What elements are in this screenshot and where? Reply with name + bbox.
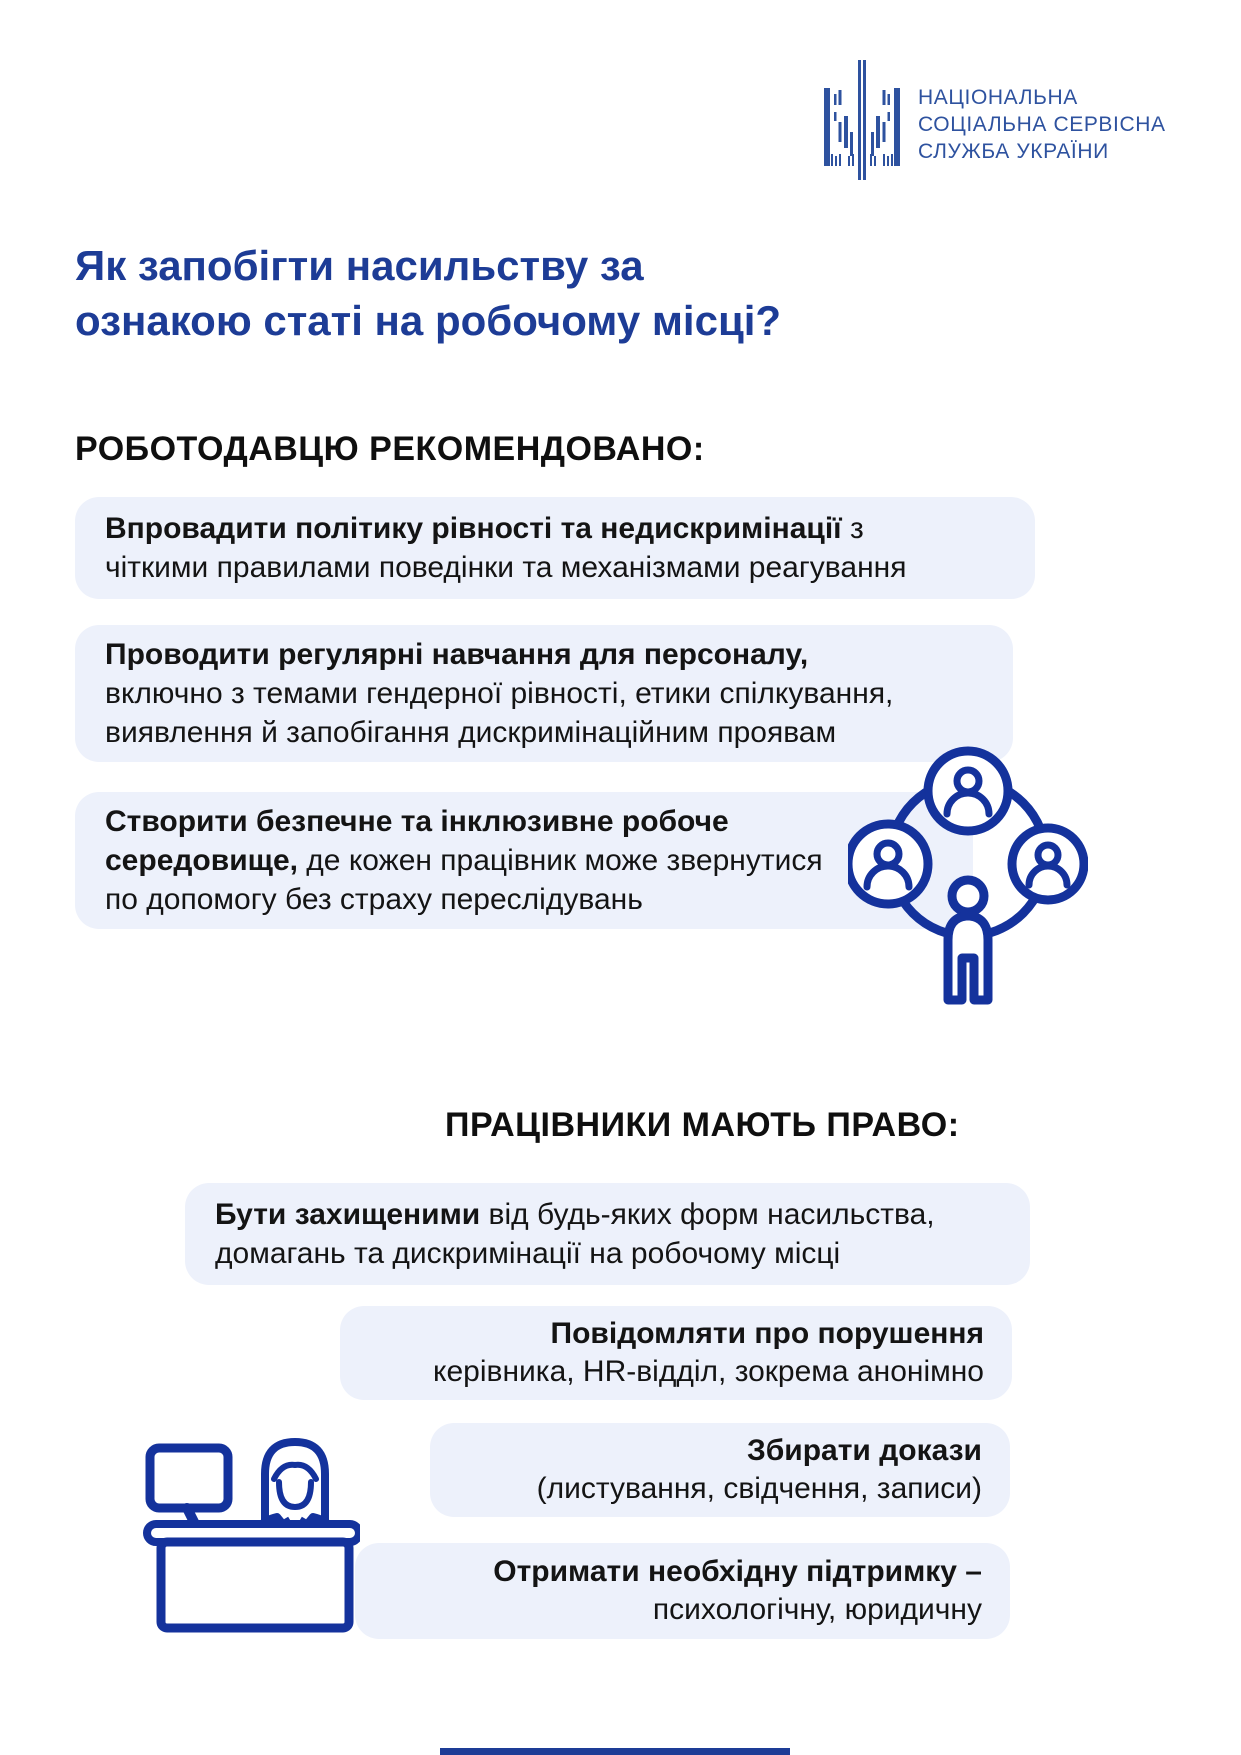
bold-text: Отримати необхідну підтримку – [493, 1555, 982, 1588]
bold-text: Впровадити політику рівності та недискримінації [105, 512, 842, 545]
org-name-line2: СОЦІАЛЬНА СЕРВІСНА [918, 113, 1166, 136]
bold-text: Бути захищеними [215, 1198, 481, 1231]
normal-text: домагань та дискримінації на робочому місці [215, 1237, 841, 1270]
worker-right-2 [340, 1306, 1012, 1400]
normal-text: (листування, свідчення, записи) [536, 1472, 982, 1505]
people-network-icon [848, 746, 1088, 1006]
worker-right-4 [355, 1543, 1010, 1639]
bold-text: Збирати докази [746, 1434, 982, 1467]
org-name-line1: НАЦІОНАЛЬНА [918, 86, 1078, 109]
page-title-line2: ознакою статі на робочому місці? [75, 297, 782, 344]
woman-at-desk-icon [105, 1412, 360, 1637]
normal-text: по допомогу без страху переслідувань [105, 883, 643, 916]
normal-text: включно з темами гендерної рівності, етики спілкування, [105, 677, 894, 710]
workers-section-heading: ПРАЦІВНИКИ МАЮТЬ ПРАВО: [445, 1106, 960, 1144]
text-line [458, 1432, 982, 1470]
text-line [383, 1553, 982, 1591]
normal-text: чіткими правилами поведінки та механізмами реагування [105, 551, 907, 584]
normal-text: від будь-яких форм насильства, [480, 1198, 935, 1231]
normal-text: керівника, HR-відділ, зокрема анонімно [433, 1355, 984, 1388]
worker-right-1 [185, 1183, 1030, 1285]
page-title [75, 238, 781, 348]
normal-text: з [841, 512, 864, 545]
text-line [105, 802, 943, 841]
bold-text: Проводити регулярні навчання для персоналу, [105, 638, 809, 671]
employer-recommendation-1 [75, 497, 1035, 599]
org-name [918, 84, 1166, 165]
normal-text: де кожен працівник може звернутися [297, 844, 823, 877]
worker-right-3 [430, 1423, 1010, 1517]
bold-text: Повідомляти про порушення [550, 1317, 984, 1350]
text-line [105, 841, 943, 880]
normal-text: психологічну, юридичну [652, 1593, 982, 1626]
employer-section-heading: РОБОТОДАВЦЮ РЕКОМЕНДОВАНО: [75, 430, 705, 468]
page-title-line1: Як запобігти насильству за [75, 242, 644, 289]
employer-recommendation-3 [75, 792, 973, 929]
employer-recommendation-2 [75, 625, 1013, 762]
text-line [383, 1591, 982, 1629]
bold-text: середовище, [105, 844, 298, 877]
org-name-line3: СЛУЖБА УКРАЇНИ [918, 140, 1109, 163]
normal-text: виявлення й запобігання дискримінаційним проявам [105, 716, 837, 749]
trident-logo-icon [824, 60, 900, 182]
text-line [215, 1234, 1000, 1273]
text-line [458, 1470, 982, 1508]
text-line [105, 509, 1005, 548]
text-line [105, 548, 1005, 587]
text-line [105, 635, 983, 674]
bold-text: Створити безпечне та інклюзивне робоче [105, 805, 729, 838]
text-line [105, 674, 983, 713]
text-line [368, 1315, 984, 1353]
org-logo [824, 60, 1184, 182]
text-line [105, 880, 943, 919]
footer-accent-bar [440, 1748, 790, 1755]
text-line [215, 1195, 1000, 1234]
text-line [368, 1353, 984, 1391]
